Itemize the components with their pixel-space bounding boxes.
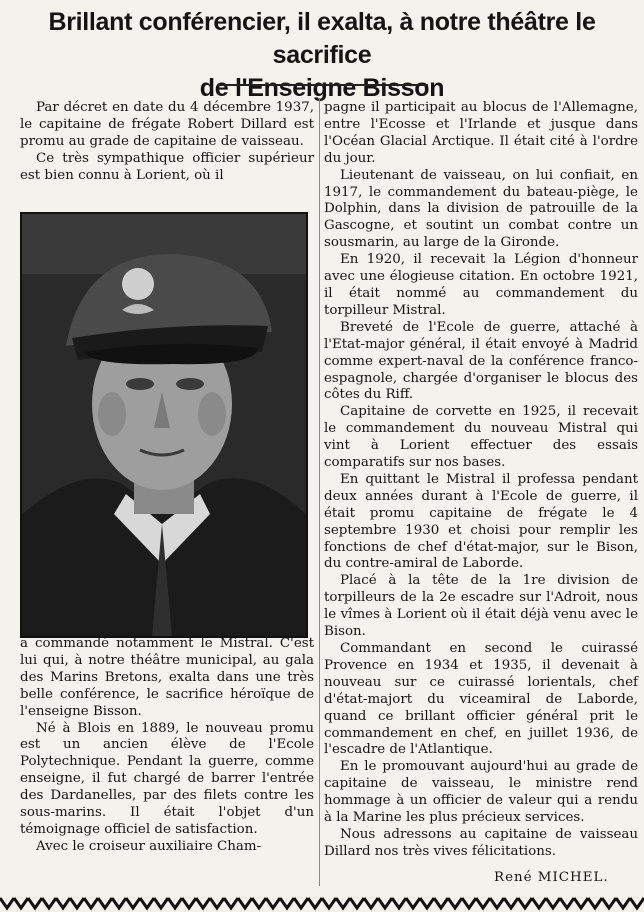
left-column-top [20,100,314,185]
right-column [324,100,638,861]
column-divider [319,98,320,886]
paragraph: Breveté de l'Ecole de guerre, attaché à l'Etat-major général, il était envoyé à Madrid comme expert-naval de la conférence franco-espagnole, chargée d'organiser le blocus des côtes du Riff. [324,319,638,403]
left-column-bottom [20,636,314,856]
paragraph: Commandant en second le cuirassé Provence en 1934 et 1935, il devenait à nouveau sur ce cuirassé lorientals, chef d'état-majort du viceamiral de Laborde, quand ce brillant officier général prit le commandement en chef, en juillet 1936, de l'escadre de l'Atlantique. [324,641,638,758]
paragraph: Par décret en date du 4 décembre 1937, le capitaine de frégate Robert Dillard est promu au grade de capitaine de vaisseau. [20,100,314,149]
headline-rule [218,84,428,86]
paragraph: En le promouvant aujourd'hui au grade de capitaine de vaisseau, le ministre rend hommage à un officier de valeur qui a rendu à la Marine les plus précieux services. [324,759,638,826]
paragraph: Avec le croiseur auxiliaire Cham- [36,838,262,854]
paragraph: Né à Blois en 1889, le nouveau promu est un ancien élève de l'Ecole Polytechnique. Pendant la guerre, comme enseigne, il fut chargé de barrer l'entrée des Dardanelles, par des filets contre les sous-marins. Il était l'objet d'un témoignage officiel de satisfaction. [20,720,314,837]
paragraph: Ce très sympathique officier supérieur est bien connu à Lorient, où il [20,150,314,183]
zigzag-pattern [0,896,644,912]
paragraph: Nous adressons au capitaine de vaisseau Dillard nos très vives félicitations. [324,826,638,859]
decorative-zigzag-border [0,896,644,912]
officer-portrait-photo [20,212,308,638]
paragraph: Placé à la tête de la 1re division de torpilleurs de la 2e escadre sur l'Adroit, nous le vîmes à Lorient où il était déjà venu avec le Bison. [324,573,638,640]
portrait-illustration [22,214,306,636]
paragraph: a commandé notamment le Mistral. C'est lui qui, à notre théâtre municipal, au gala des Marins Bretons, exalta dans une très belle conférence, le sacrifice héroïque de l'enseigne Bisson. [20,636,314,719]
headline-line-2: de l'Enseigne Bisson [199,74,445,102]
paragraph: Lieutenant de vaisseau, on lui confiait, en 1917, le commandement du bateau-piège, le Dolphin, dans la division de patrouille de la Gascogne, et soutint un combat contre un sousmarin, au large de la Gironde. [324,167,638,251]
paragraph: En quittant le Mistral il professa pendant deux années durant à l'Ecole de guerre, il était promu capitaine de frégate le 4 septembre 1930 et choisi pour remplir les fonctions de chef d'état-major, sur le Bison, du contre-amiral de Laborde. [324,471,638,572]
paragraph: Capitaine de corvette en 1925, il recevait le commandement du nouveau Mistral qui vint à Lorient effectuer des essais comparatifs sur nos bases. [324,404,638,471]
paragraph: En 1920, il recevait la Légion d'honneur avec une élogieuse citation. En octobre 1921, il était nommé au commandement du torpilleur Mistral. [324,252,638,318]
article-headline [8,6,636,105]
headline-line-1: Brillant conférencier, il exalta, à notre théâtre le sacrifice [48,8,596,69]
author-signature: René MICHEL. [494,870,609,885]
paragraph: pagne il participait au blocus de l'Allemagne, entre l'Ecosse et l'Irlande et jusque dans l'Océan Glacial Arctique. Il était cité à l'ordre du jour. [324,100,638,166]
